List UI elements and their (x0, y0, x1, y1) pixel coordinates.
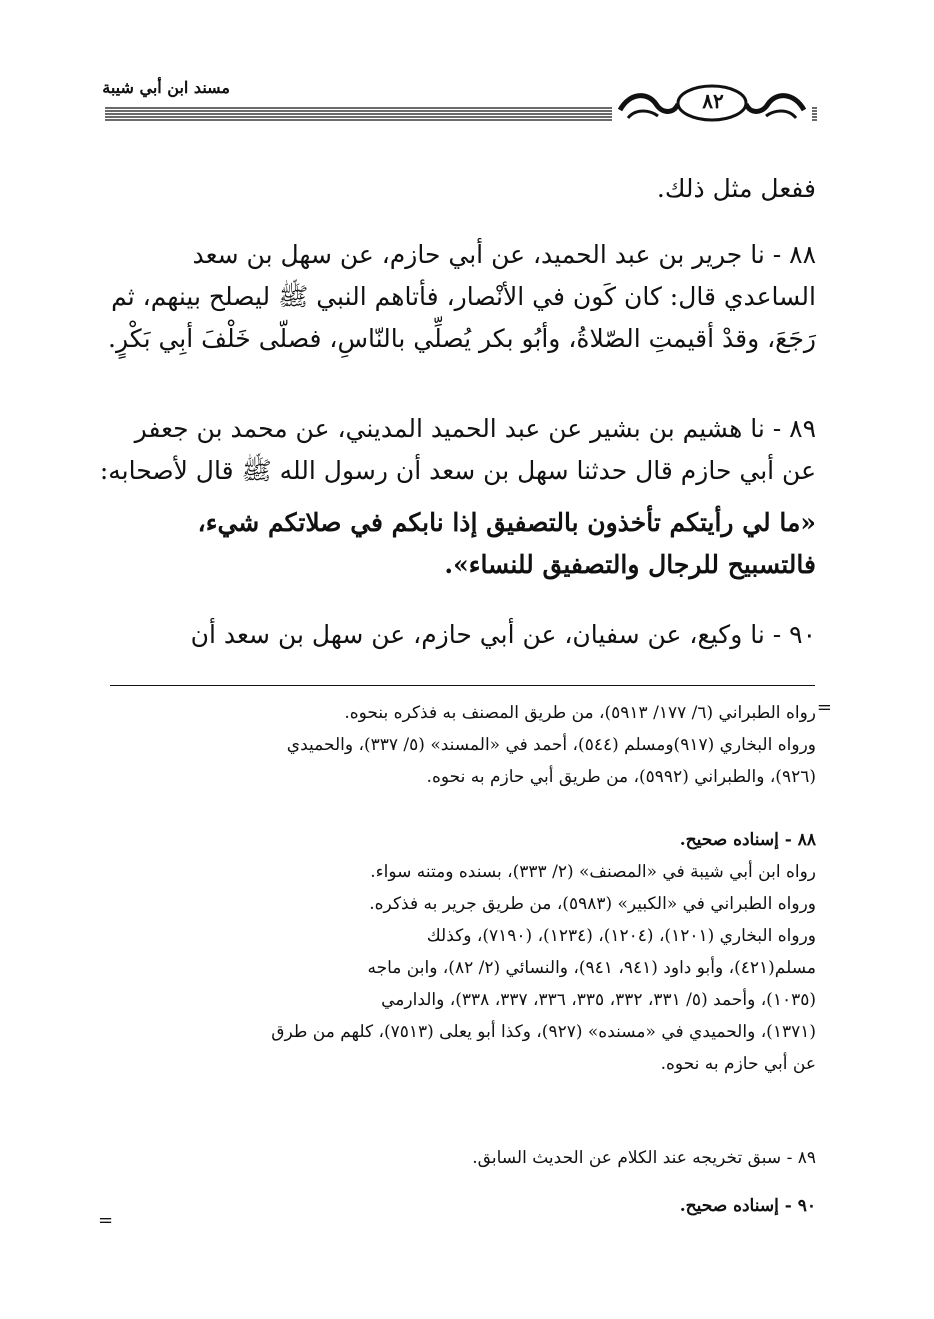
footnote-line: مسلم(٤٢١)، وأبو داود (٩٤١، ٩٤١)، والنسائي (٢/ ٨٢)، وابن ماجه (367, 958, 816, 978)
quote-line: «ما لي رأيتكم تأخذون بالتصفيق إذا نابكم في صلاتكم شيء، (197, 508, 816, 537)
running-head-title: مسند ابن أبي شيبة (102, 78, 230, 97)
footnote-line: ورواه الطبراني في «الكبير» (٥٩٨٣)، من طريق جرير به فذكره. (369, 894, 816, 914)
hadith-88 (110, 234, 816, 360)
footnote-line: ورواه البخاري (٩١٧)ومسلم (٥٤٤)، أحمد في «المسند» (٥/ ٣٣٧)، والحميدي (286, 735, 816, 755)
footnote-heading: ٩٠ - إسناده صحيح. (679, 1196, 816, 1216)
hadith-90 (110, 614, 816, 656)
footnote-separator (110, 685, 815, 686)
text-line: ٩٠ - نا وكيع، عن سفيان، عن أبي حازم، عن سهل بن سعد أن (190, 620, 816, 649)
footnote-block-3 (110, 1142, 816, 1174)
text-line: ٨٩ - نا هشيم بن بشير عن عبد الحميد المديني، عن محمد بن جعفر (134, 414, 816, 443)
footnote-line: (١٠٣٥)، وأحمد (٥/ ٣٣١، ٣٣٢، ٣٣٥، ٣٣٦، ٣٣٧، ٣٣٨)، والدارمي (381, 990, 816, 1010)
text-line: ٨٨ - نا جرير بن عبد الحميد، عن أبي حازم، عن سهل بن سعد (192, 240, 816, 269)
text-line: عن أبي حازم قال حدثنا سهل بن سعد أن رسول الله ﷺ قال لأصحابه: (99, 456, 816, 485)
footnote-line: عن أبي حازم به نحوه. (660, 1054, 816, 1074)
text-line: رَجَعَ، وقدْ أقيمتِ الصّلاةُ، وأبُو بكر يُصلِّي بالنّاسِ، فصلّى خَلْفَ أبِي بَكْرٍ. (108, 324, 816, 353)
footnote-block-4 (110, 1190, 816, 1222)
text-line: الساعدي قال: كان كَون في الأنْصار، فأتاهم النبي ﷺ ليصلح بينهم، ثم (111, 282, 816, 311)
footnote-line: (٩٢٦)، والطبراني (٥٩٩٢)، من طريق أبي حازم به نحوه. (426, 767, 816, 787)
footnote-line: رواه ابن أبي شيبة في «المصنف» (٢/ ٣٣٣)، بسنده ومتنه سواء. (370, 862, 816, 882)
page-number: ٨٢ (702, 89, 724, 113)
footnote-heading: ٨٨ - إسناده صحيح. (679, 830, 816, 850)
continuation-mark-bottom: = (98, 1210, 114, 1231)
footnote-line: ورواه البخاري (١٢٠١)، (١٢٠٤)، (١٢٣٤)، (٧١٩٠)، وكذلك (426, 926, 816, 946)
footnote-block-2 (110, 824, 816, 1080)
continuation-mark: = (816, 697, 832, 718)
text-line: ففعل مثل ذلك. (656, 174, 816, 203)
footnote-line: رواه الطبراني (٦/ ١٧٧/ ٥٩١٣)، من طريق المصنف به فذكره بنحوه. (344, 703, 816, 723)
hadith-89-quote (110, 502, 816, 586)
footnote-line: (١٣٧١)، والحميدي في «مسنده» (٩٢٧)، وكذا أبو يعلى (٧٥١٣)، كلهم من طرق (271, 1022, 816, 1042)
quote-line: فالتسبيح للرجال والتصفيق للنساء». (444, 550, 816, 579)
footnote-block-1 (110, 697, 832, 793)
hadith-89 (99, 408, 816, 492)
footnote-line: ٨٩ - سبق تخريجه عند الكلام عن الحديث السابق. (472, 1148, 816, 1168)
main-text (110, 168, 816, 210)
